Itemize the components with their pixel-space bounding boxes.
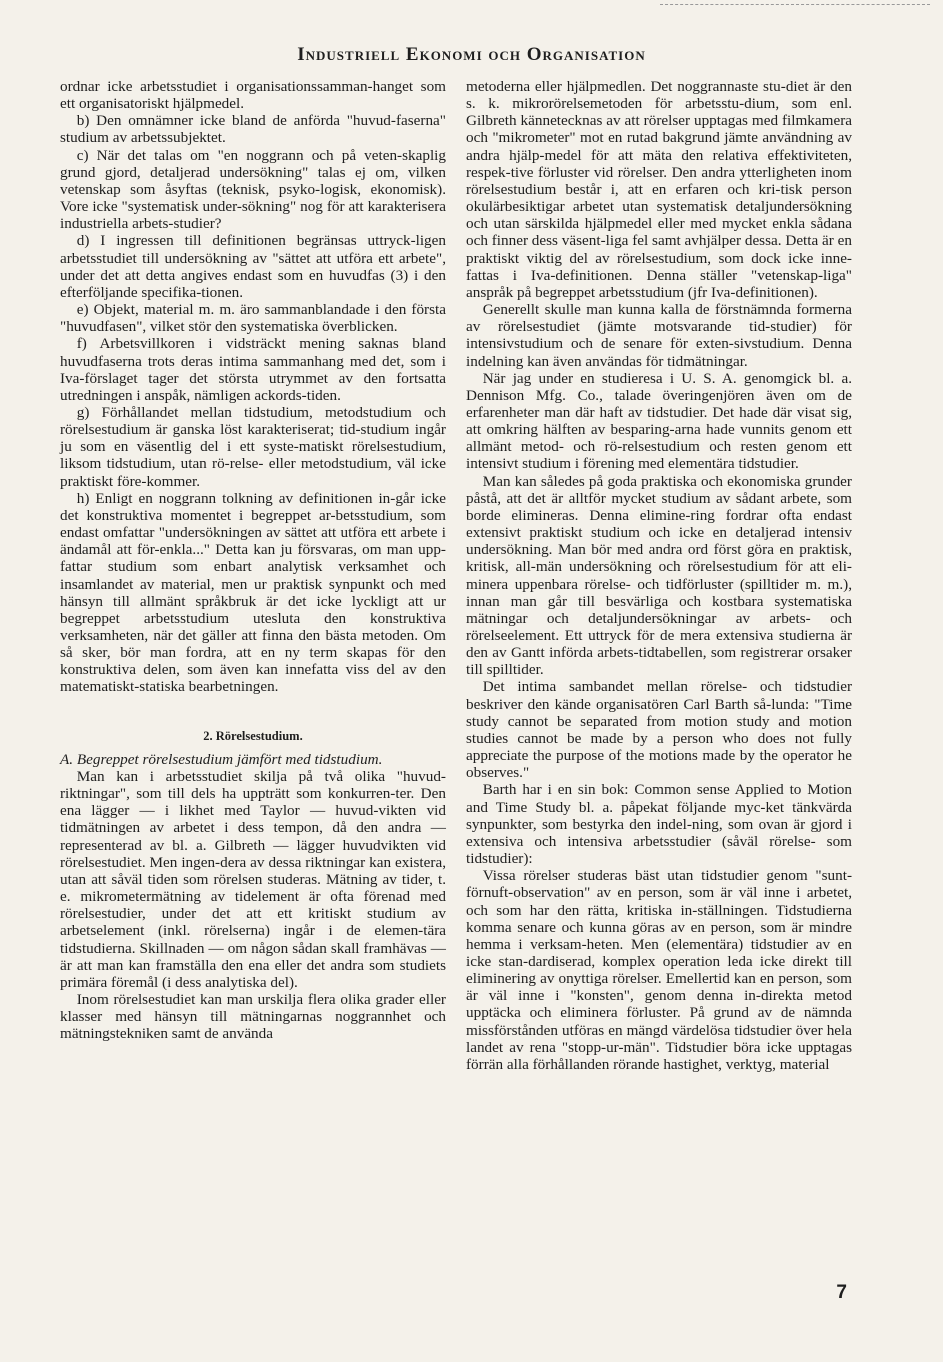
- paragraph: Vissa rörelser studeras bäst utan tidstudier genom "sunt-förnuft-observation" av en person, som är väl inne i arbetet, och som har den rätta, kritiska in-ställningen. Tidstudierna komma senare och kunna göras av en person, som är mindre hemma i verksam-heten. Men (elementära) tidstudier av en icke stan-dardiserad, komplex operation leda icke direkt till eliminering av onyttiga rörelser. Emellertid kan en person, som är väl inne i "konsten", genom denna in-direkta metod upptäcka och eliminera förluster. På grund av de nämnda missförstånden utföras en mängd värdelösa tidstudier över hela landet av rena "stopp-ur-män". Tidstudier böra icke upptagas förrän alla förhållanden rörande hastighet, verktyg, material: [466, 867, 852, 1073]
- paragraph: f) Arbetsvillkoren i vidsträckt mening saknas bland huvudfaserna trots deras intima sammanhang med det, som i Iva-förslaget tager det största utrymmet av den fortsatta utredningen i anspåk, nämligen ackords-tiden.: [60, 335, 446, 404]
- paragraph: e) Objekt, material m. m. äro sammanblandade i den första "huvudfasen", vilket stör den systematiska överblicken.: [60, 301, 446, 336]
- running-header: Industriell Ekonomi och Organisation: [297, 44, 646, 65]
- top-rule: [660, 4, 930, 5]
- subheading: A. Begreppet rörelsestudium jämfört med tidstudium.: [60, 750, 383, 768]
- paragraph: b) Den omnämner icke bland de anförda "huvud-faserna" studium av arbetssubjektet.: [60, 112, 446, 147]
- paragraph: c) När det talas om "en noggrann och på veten-skaplig grund gjord, detaljerad undersökning" talas ej om, vilken vetenskap som åsyftas (teknisk, psyko-logisk, ekonomisk). Vore icke "systematisk under-sökning" nog för att karakterisera industriella arbets-studier?: [60, 146, 446, 233]
- paragraph: d) I ingressen till definitionen begränsas uttryck-ligen arbetsstudiet till undersökning av "sättet att utföra ett arbete", under det att detta angives endast som en huvudfas (3) i den efterföljande specifika-tionen.: [60, 232, 446, 301]
- page-number: 7: [836, 1282, 847, 1303]
- right-column: [466, 78, 852, 1073]
- paragraph: Barth har i en sin bok: Common sense Applied to Motion and Time Study bl. a. påpekat följande myc-ket tänkvärda synpunkter, som bestyrka den indel-ning, som ovan är gjord i extensiva och intensiva arbetsstudier (såväl rörelse- som tidstudier):: [466, 781, 852, 868]
- paragraph: Generellt skulle man kunna kalla de förstnämnda formerna av rörelsestudiet (jämte motsvarande tid-studier) för intensivstudium och de senare för exten-sivstudium. Denna indelning kan även användas för tidmätningar.: [466, 301, 852, 370]
- paragraph: ordnar icke arbetsstudiet i organisationssamman-hanget som ett organisatoriskt hjälpmedel.: [60, 78, 446, 113]
- paragraph: Man kan således på goda praktiska och ekonomiska grunder påstå, att det är alltför mycket studium av sådant arbete, som borde elimineras. Denna elimine-ring fordrar ofta endast extensivt praktiskt studium och icke en detaljerad intensiv undersökning. Man bör med andra ord först göra en praktisk, kritisk, all-män undersökning och rörelsestudium för att eli-minera uppenbara rörelse- och tidförluster (spilltider m. m.), innan man går till besvärliga och kostbara systematiska mätningar och detaljundersökningar av arbets- och rörelseelement. Ett uttryck för de mera extensiva studierna är den av Gantt införda arbets-tidtabellen, som registrerar orsaker till spilltider.: [466, 472, 852, 679]
- left-column: [60, 78, 446, 1042]
- paragraph: Man kan i arbetsstudiet skilja på två olika "huvud-riktningar", som till dels ha uppträtt som konkurren-ter. Den ena lägger — i likhet med Taylor — huvud-vikten vid tidmätningen av arbetet i dess tempon, då den andra — representerad av bl. a. Gilbreth — lägger huvudvikten vid rörelsestudiet. Men ingen-dera av dessa riktningar kan existera, utan att såväl tiden som rörelsen studeras. Mätning av tider, t. e. mikrometermätning av tidelement är ofta förenad med rörelsestudier, under det att ett kritiskt studium av arbetselement (inkl. rörelserna) ingår i de elemen-tära tidstudierna. Skillnaden — om någon sådan skall framhävas — är att man kan framställa den ena eller det andra som studiets primära föremål (i dess analytiska del).: [60, 767, 446, 991]
- paragraph: När jag under en studieresa i U. S. A. genomgick bl. a. Dennison Mfg. Co., talade överingenjören även om de erfarenheter man där haft av tidstudier. Det hade där visat sig, att omkring hälften av besparing-arna hade vunnits genom ett allmänt metod- och rö-relsestudium och resten genom ett intensivt studium i förening med elementära tidstudier.: [466, 369, 852, 473]
- paragraph: metoderna eller hjälpmedlen. Det noggrannaste stu-diet är den s. k. mikrorörelsemetoden för arbetsstu-dium, som enl. Gilbreth kännetecknas av att rörelser upptagas med filmkamera och "mikrometer" mot en rutad bakgrund jämte användning av andra hjälp-medel för att mäta den relativa effektiviteten, respek-tive förluster vid rörelser. Den andra ytterligheten inom rörelsestudium består i, att en erfaren och kri-tisk person okulärbesiktigar arbetet utan systematisk detaljundersökning och utan särskilda hjälpmedel eller med mycket enkla sådana och finner dess väsent-liga fel samt avhjälper dessa. Detta är en praktiskt viktig del av rörelsestudium, som dock icke inne-fattas i Iva-definitionen. Denna ställer "vetenskap-liga" anspråk på begreppet arbetsstudium (jfr Iva-definitionen).: [466, 78, 852, 301]
- paragraph: h) Enligt en noggrann tolkning av definitionen in-går icke det konstruktiva momentet i begreppet ar-betsstudium, som endast omfattar "undersökningen av sättet att utföra ett arbete i ändamål att för-enkla..." Detta kan ju försvaras, om man upp-fattar studium som enbart analytisk verksamhet och insamlandet av material, men ur praktisk synpunkt och med hänsyn till allmänt språkbruk är det icke lyckligt att ur begreppet arbetsstudium utesluta den konstruktiva verksamheten, när det gäller att finna den bästa metoden. Om så sker, bör man fordra, att en ny term skapas för den konstruktiva delen, som även kan innefatta viss del av den matematiskt-statiska bearbetningen.: [60, 489, 446, 696]
- paragraph: Inom rörelsestudiet kan man urskilja flera olika grader eller klasser med hänsyn till mätningarnas noggrannhet och mätningstekniken samt de använda: [60, 990, 446, 1043]
- paragraph: Det intima sambandet mellan rörelse- och tidstudier beskriver den kände organisatören Carl Barth så-lunda: "Time study cannot be separated from motion study and motion studies cannot be made by a person who does not fully appreciate the purpose of the motions made by the operator he observes.": [466, 678, 852, 782]
- section-title: 2. Rörelsestudium.: [203, 728, 303, 743]
- paragraph: g) Förhållandet mellan tidstudium, metodstudium och rörelsestudium är ganska löst karakteriserat; tid-studium ingår ju som en väsentlig del i ett syste-matiskt rörelsestudium, liksom tidstudium, utan rö-relse- eller metodstudium, väl icke praktiskt före-kommer.: [60, 403, 446, 490]
